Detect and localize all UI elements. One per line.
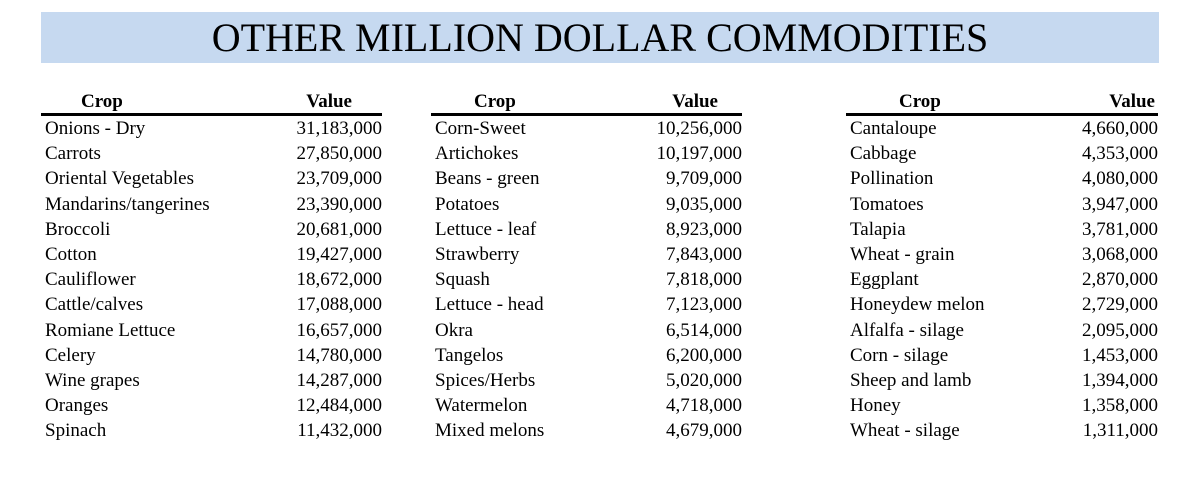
- table-row: [431, 166, 742, 191]
- crop-name-cell: Corn-Sweet: [435, 118, 526, 140]
- crop-value-cell: 6,200,000: [666, 344, 742, 366]
- crop-name-cell: Mandarins/tangerines: [45, 193, 210, 215]
- crop-name-cell: Cauliflower: [45, 269, 136, 291]
- table-row: [41, 368, 382, 393]
- crop-name-cell: Spinach: [45, 420, 107, 442]
- crop-value-cell: 23,709,000: [296, 168, 382, 190]
- crop-value-cell: 18,672,000: [296, 269, 382, 291]
- table-row: [41, 192, 382, 217]
- table-row: [846, 217, 1158, 242]
- crop-value-cell: 9,035,000: [666, 193, 742, 215]
- table-row: [846, 141, 1158, 166]
- table-row: [431, 242, 742, 267]
- crop-name-cell: Honey: [850, 395, 901, 417]
- crop-value-cell: 3,068,000: [1082, 244, 1158, 266]
- crop-value-cell: 31,183,000: [296, 118, 382, 140]
- table-row: [431, 267, 742, 292]
- table-row: [431, 393, 742, 418]
- crop-name-cell: Lettuce - head: [435, 294, 544, 316]
- crop-value-cell: 2,095,000: [1082, 319, 1158, 341]
- table-row: [846, 115, 1158, 142]
- crop-value-cell: 5,020,000: [666, 369, 742, 391]
- crop-value-cell: 4,718,000: [666, 395, 742, 417]
- crop-value-cell: 6,514,000: [666, 319, 742, 341]
- crop-name-cell: Tomatoes: [850, 193, 924, 215]
- crop-name-cell: Wine grapes: [45, 369, 140, 391]
- crop-value-cell: 16,657,000: [296, 319, 382, 341]
- crop-name-cell: Okra: [435, 319, 473, 341]
- crop-name-cell: Cotton: [45, 244, 97, 266]
- crop-value-cell: 4,080,000: [1082, 168, 1158, 190]
- table-row: [846, 318, 1158, 343]
- table-row: [431, 368, 742, 393]
- table-row: [431, 292, 742, 317]
- commodities-table-1: [41, 89, 382, 443]
- table-row: [41, 115, 382, 142]
- table-header-row: [846, 89, 1158, 115]
- crop-name-cell: Honeydew melon: [850, 294, 985, 316]
- crop-value-cell: 1,394,000: [1082, 369, 1158, 391]
- table-row: [846, 343, 1158, 368]
- table-header-row: [41, 89, 382, 115]
- crop-value-cell: 7,843,000: [666, 244, 742, 266]
- value-column-header: Value: [1016, 89, 1158, 115]
- crop-name-cell: Cantaloupe: [850, 118, 937, 140]
- crop-name-cell: Carrots: [45, 143, 101, 165]
- crop-value-cell: 3,781,000: [1082, 218, 1158, 240]
- table-row: [41, 141, 382, 166]
- crop-value-cell: 19,427,000: [296, 244, 382, 266]
- crop-name-cell: Beans - green: [435, 168, 540, 190]
- table-row: [41, 393, 382, 418]
- crop-column-header: Crop: [846, 89, 1016, 115]
- crop-value-cell: 14,287,000: [296, 369, 382, 391]
- crop-name-cell: Romiane Lettuce: [45, 319, 176, 341]
- crop-name-cell: Squash: [435, 269, 490, 291]
- table-row: [846, 242, 1158, 267]
- title-banner: [41, 12, 1159, 63]
- crop-value-cell: 9,709,000: [666, 168, 742, 190]
- table-row: [846, 267, 1158, 292]
- crop-name-cell: Broccoli: [45, 218, 111, 240]
- commodities-table-3: [846, 89, 1158, 443]
- table-row: [846, 418, 1158, 443]
- table-row: [41, 343, 382, 368]
- crop-value-cell: 2,870,000: [1082, 269, 1158, 291]
- crop-name-cell: Onions - Dry: [45, 118, 146, 140]
- value-column-header: Value: [266, 89, 382, 115]
- crop-value-cell: 10,256,000: [656, 118, 742, 140]
- crop-name-cell: Alfalfa - silage: [850, 319, 964, 341]
- crop-value-cell: 8,923,000: [666, 218, 742, 240]
- crop-value-cell: 10,197,000: [656, 143, 742, 165]
- table-row: [431, 343, 742, 368]
- crop-name-cell: Cattle/calves: [45, 294, 144, 316]
- crop-value-cell: 4,660,000: [1082, 118, 1158, 140]
- commodities-table-2: [431, 89, 742, 443]
- table-header-row: [431, 89, 742, 115]
- crop-name-cell: Celery: [45, 344, 96, 366]
- crop-name-cell: Watermelon: [435, 395, 528, 417]
- crop-value-cell: 7,123,000: [666, 294, 742, 316]
- crop-value-cell: 7,818,000: [666, 269, 742, 291]
- table-row: [41, 267, 382, 292]
- crop-value-cell: 1,358,000: [1082, 395, 1158, 417]
- page-title: OTHER MILLION DOLLAR COMMODITIES: [211, 15, 989, 60]
- crop-name-cell: Oranges: [45, 395, 109, 417]
- crop-name-cell: Tangelos: [435, 344, 504, 366]
- table-row: [41, 217, 382, 242]
- crop-name-cell: Spices/Herbs: [435, 369, 536, 391]
- crop-name-cell: Artichokes: [435, 143, 519, 165]
- crop-value-cell: 17,088,000: [296, 294, 382, 316]
- crop-name-cell: Potatoes: [435, 193, 500, 215]
- crop-value-cell: 23,390,000: [296, 193, 382, 215]
- table-row: [431, 418, 742, 443]
- crop-name-cell: Cabbage: [850, 143, 917, 165]
- table-row: [41, 166, 382, 191]
- crop-column-header: Crop: [431, 89, 611, 115]
- table-row: [431, 318, 742, 343]
- crop-value-cell: 2,729,000: [1082, 294, 1158, 316]
- crop-value-cell: 12,484,000: [296, 395, 382, 417]
- crop-name-cell: Talapia: [850, 218, 906, 240]
- table-row: [846, 368, 1158, 393]
- table-row: [41, 318, 382, 343]
- crop-name-cell: Oriental Vegetables: [45, 168, 194, 190]
- crop-name-cell: Wheat - grain: [850, 244, 955, 266]
- crop-name-cell: Pollination: [850, 168, 934, 190]
- crop-name-cell: Wheat - silage: [850, 420, 960, 442]
- crop-value-cell: 3,947,000: [1082, 193, 1158, 215]
- table-row: [846, 192, 1158, 217]
- crop-name-cell: Strawberry: [435, 244, 520, 266]
- table-row: [41, 292, 382, 317]
- table-row: [431, 217, 742, 242]
- table-row: [41, 418, 382, 443]
- table-row: [846, 166, 1158, 191]
- table-row: [431, 192, 742, 217]
- value-column-header: Value: [611, 89, 742, 115]
- table-row: [41, 242, 382, 267]
- crop-name-cell: Lettuce - leaf: [435, 218, 537, 240]
- crop-value-cell: 4,353,000: [1082, 143, 1158, 165]
- crop-value-cell: 27,850,000: [296, 143, 382, 165]
- crop-value-cell: 1,311,000: [1082, 420, 1158, 442]
- crop-value-cell: 1,453,000: [1082, 344, 1158, 366]
- crop-name-cell: Sheep and lamb: [850, 369, 972, 391]
- crop-name-cell: Mixed melons: [435, 420, 545, 442]
- crop-value-cell: 11,432,000: [297, 420, 382, 442]
- table-row: [431, 115, 742, 142]
- crop-name-cell: Eggplant: [850, 269, 919, 291]
- table-row: [846, 292, 1158, 317]
- crop-value-cell: 14,780,000: [296, 344, 382, 366]
- table-row: [846, 393, 1158, 418]
- crop-column-header: Crop: [41, 89, 266, 115]
- crop-value-cell: 20,681,000: [296, 218, 382, 240]
- crop-value-cell: 4,679,000: [666, 420, 742, 442]
- table-row: [431, 141, 742, 166]
- crop-name-cell: Corn - silage: [850, 344, 949, 366]
